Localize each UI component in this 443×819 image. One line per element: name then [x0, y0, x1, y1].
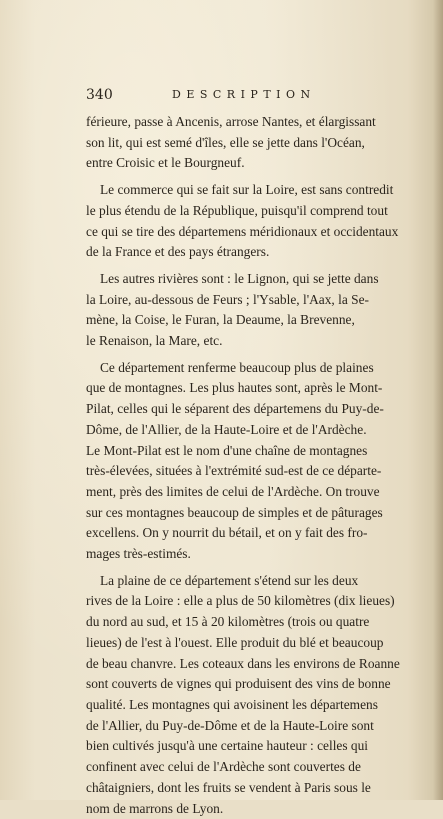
text-line: sont couverts de vignes qui produisent des vins de bonne	[86, 674, 426, 695]
text-line: Dôme, de l'Allier, de la Haute-Loire et de l'Ardèche.	[86, 420, 426, 441]
text-line: férieure, passe à Ancenis, arrose Nantes, et élargissant	[86, 112, 426, 133]
text-line: de l'Allier, du Puy-de-Dôme et de la Haute-Loire sont	[86, 716, 426, 737]
text-line: du nord au sud, et 15 à 20 kilomètres (trois ou quatre	[86, 612, 426, 633]
text-line: entre Croisic et le Bourgneuf.	[86, 153, 426, 174]
paragraph	[86, 571, 426, 819]
paragraph	[86, 358, 426, 565]
page-number: 340	[86, 87, 113, 103]
text-line: ment, près des limites de celui de l'Ardèche. On trouve	[86, 482, 426, 503]
text-line: qualité. Les montagnes qui avoisinent les départemens	[86, 695, 426, 716]
text-line: de beau chanvre. Les coteaux dans les environs de Roanne	[86, 654, 426, 675]
paragraph	[86, 269, 426, 352]
text-line: mène, la Coise, le Furan, la Deaume, la Brevenne,	[86, 310, 426, 331]
text-line: Pilat, celles qui le séparent des départemens du Puy-de-	[86, 399, 426, 420]
text-line: le plus étendu de la République, puisqu'il comprend tout	[86, 201, 426, 222]
text-line: que de montagnes. Les plus hautes sont, après le Mont-	[86, 378, 426, 399]
text-line: rives de la Loire : elle a plus de 50 kilomètres (dix lieues)	[86, 591, 426, 612]
text-line: la Loire, au-dessous de Feurs ; l'Ysable, l'Aax, la Se-	[86, 290, 426, 311]
text-line: Le Mont-Pilat est le nom d'une chaîne de montagnes	[86, 441, 426, 462]
text-line: très-élevées, situées à l'extrémité sud-est de ce départe-	[86, 461, 426, 482]
paragraph	[86, 112, 426, 174]
text-line: de la France et des pays étrangers.	[86, 242, 426, 263]
text-line: châtaigniers, dont les fruits se vendent à Paris sous le	[86, 778, 426, 799]
text-line: Les autres rivières sont : le Lignon, qui se jette dans	[86, 269, 426, 290]
text-line: nom de marrons de Lyon.	[86, 799, 426, 819]
body-text	[86, 112, 426, 742]
text-line: ce qui se tire des départemens méridionaux et occidentaux	[86, 222, 426, 243]
text-line: son lit, qui est semé d'îles, elle se jette dans l'Océan,	[86, 133, 426, 154]
text-line: Le commerce qui se fait sur la Loire, est sans contredit	[86, 180, 426, 201]
text-line: sur ces montagnes beaucoup de simples et de pâturages	[86, 503, 426, 524]
text-line: le Renaison, la Mare, etc.	[86, 331, 426, 352]
text-line: mages très-estimés.	[86, 544, 426, 565]
paragraph	[86, 180, 426, 263]
running-head: DESCRIPTION	[172, 88, 316, 101]
page-header	[86, 87, 386, 109]
text-line: bien cultivés jusqu'à une certaine hauteur : celles qui	[86, 736, 426, 757]
text-line: La plaine de ce département s'étend sur les deux	[86, 571, 426, 592]
text-line: lieues) de l'est à l'ouest. Elle produit du blé et beaucoup	[86, 633, 426, 654]
text-line: confinent avec celui de l'Ardèche sont couvertes de	[86, 757, 426, 778]
text-line: Ce département renferme beaucoup plus de plaines	[86, 358, 426, 379]
page-gutter-shadow	[433, 0, 443, 800]
text-line: excellens. On y nourrit du bétail, et on y fait des fro-	[86, 523, 426, 544]
